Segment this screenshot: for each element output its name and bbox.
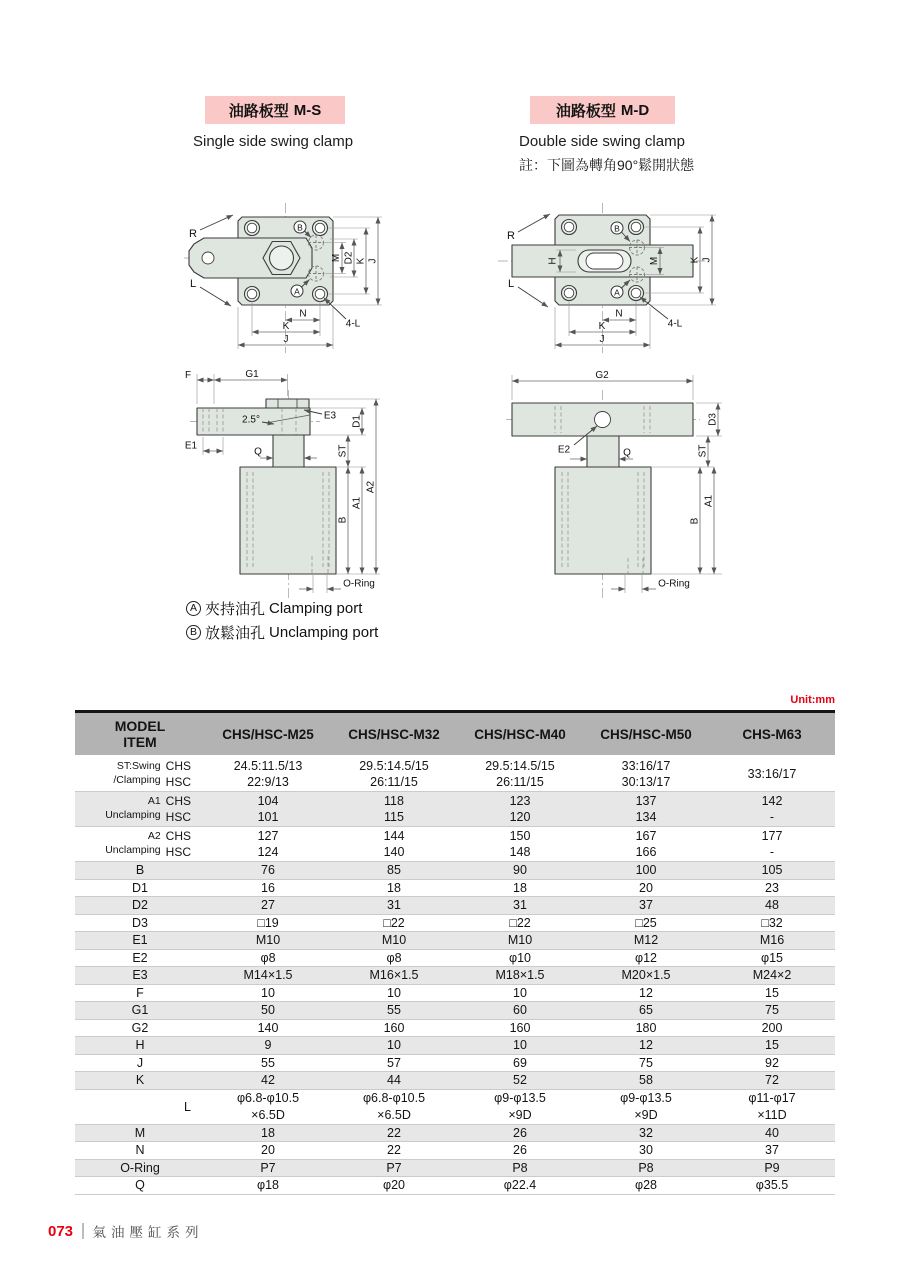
dim-label-e1: E1 xyxy=(184,440,198,452)
port-b-label: B xyxy=(297,222,303,233)
legend-unclamping-port xyxy=(186,620,378,644)
row-label-line2: Unclamping xyxy=(105,809,161,821)
table-cell: □22 xyxy=(509,915,531,930)
circle-b-icon: B xyxy=(186,625,201,640)
row-label: H xyxy=(135,1038,145,1053)
table-cell: φ28 xyxy=(634,1178,657,1193)
dim-label-q: Q xyxy=(254,446,262,458)
table-cell: P7 xyxy=(386,1160,402,1175)
table-cell: 10 xyxy=(513,985,527,1000)
cell-top-value: 104 xyxy=(257,793,279,808)
table-cell: 10 xyxy=(387,1038,401,1053)
table-row xyxy=(75,897,835,915)
dim-label-j-bottom: J xyxy=(283,334,289,345)
table-cell: 18 xyxy=(387,880,401,895)
table-cell: P8 xyxy=(638,1160,654,1175)
legend-clamping-en: Clamping port xyxy=(269,599,363,617)
row-sub-label-bottom: HSC xyxy=(165,810,191,824)
dimension-lines-bottom xyxy=(555,301,650,349)
table-row xyxy=(75,792,835,827)
row-label: D1 xyxy=(132,880,148,895)
table-cell: 31 xyxy=(513,898,527,913)
dim-e1 xyxy=(185,437,223,455)
dim-label-a1: A1 xyxy=(351,496,363,510)
table-cell: 15 xyxy=(765,985,779,1000)
table-row xyxy=(75,1072,835,1090)
dim-label-st: ST xyxy=(337,444,349,458)
table-cell: φ20 xyxy=(382,1178,405,1193)
table-cell xyxy=(331,827,457,861)
table-cell: 18 xyxy=(513,880,527,895)
cell-top-value: φ6.8-φ10.5 xyxy=(236,1091,300,1106)
cell-bottom-value: 166 xyxy=(635,845,657,859)
row-label: J xyxy=(136,1055,144,1070)
dim-label-r: R xyxy=(189,228,197,240)
table-cell: □32 xyxy=(761,915,783,930)
cell-bottom-value: 26:11/15 xyxy=(496,775,544,789)
table-cell: φ12 xyxy=(634,950,657,965)
table-cell: M10 xyxy=(507,933,533,948)
table-cell: 100 xyxy=(635,863,657,878)
arm-hole xyxy=(595,412,611,428)
table-row xyxy=(75,1160,835,1178)
cell-bottom-value: 140 xyxy=(383,845,405,859)
table-cell: P8 xyxy=(512,1160,528,1175)
table-cell: 22 xyxy=(387,1125,401,1140)
table-cell: 42 xyxy=(261,1073,275,1088)
row-label: E1 xyxy=(132,933,148,948)
cell-top-value: φ9-φ13.5 xyxy=(494,1091,546,1106)
dim-label-q: Q xyxy=(623,447,631,459)
table-cell: 160 xyxy=(383,1020,405,1035)
column-header: CHS/HSC-M25 xyxy=(222,726,314,742)
cell-bottom-value: 148 xyxy=(509,845,531,859)
cell-bottom-value: 134 xyxy=(635,810,657,824)
cell-top-value: 118 xyxy=(384,793,404,808)
table-cell: 75 xyxy=(765,1003,779,1018)
dim-label-m: M xyxy=(331,253,342,263)
row-label: D2 xyxy=(132,898,148,913)
row-label: D3 xyxy=(132,915,148,930)
row-label: G1 xyxy=(131,1003,149,1018)
table-cell xyxy=(331,1090,457,1124)
table-cell xyxy=(457,792,583,826)
dim-label-k-bottom: K xyxy=(598,321,606,332)
row-label: O-Ring xyxy=(120,1160,160,1175)
cell-bottom-value: 26:11/15 xyxy=(370,775,418,789)
table-cell: 75 xyxy=(639,1055,653,1070)
dim-label-m: M xyxy=(649,256,660,266)
dim-label-d3: D3 xyxy=(707,413,719,426)
cell-bottom-value: 101 xyxy=(257,810,279,824)
dim-label-h: H xyxy=(547,257,559,265)
table-cell: φ8 xyxy=(386,950,402,965)
table-cell: 20 xyxy=(261,1143,275,1158)
table-cell: 180 xyxy=(635,1020,657,1035)
hex-nut xyxy=(266,399,309,408)
row-label-line1: A1 xyxy=(147,795,161,808)
arm-slot xyxy=(578,250,631,272)
table-cell: 30 xyxy=(639,1143,653,1158)
section-note-md: 註：下圖為轉角90°鬆開狀態 xyxy=(519,157,695,173)
drawing-md-top-view xyxy=(490,195,740,365)
table-cell: 32 xyxy=(639,1125,653,1140)
row-sub-label-top: CHS xyxy=(165,828,191,843)
cell-top-value: 29.5:14.5/15 xyxy=(359,758,429,773)
dim-label-g2: G2 xyxy=(595,370,609,381)
footer-series-title: 氣油壓缸系列 xyxy=(92,1225,204,1240)
table-cell: 33:16/17 xyxy=(747,766,797,781)
table-row xyxy=(75,1055,835,1073)
table-row xyxy=(75,827,835,862)
dim-label-k-right: K xyxy=(355,257,367,265)
table-row xyxy=(75,757,835,792)
table-cell: 37 xyxy=(765,1143,779,1158)
unit-label: Unit:mm xyxy=(790,694,835,706)
cell-bottom-value: - xyxy=(769,845,775,859)
model-item-header xyxy=(75,718,205,750)
cell-bottom-value: 124 xyxy=(257,845,279,859)
cell-bottom-value: ×6.5D xyxy=(377,1107,411,1122)
column-header: CHS/HSC-M50 xyxy=(600,726,692,742)
dim-label-e2: E2 xyxy=(557,444,571,456)
section-caption-md: Double side swing clamp xyxy=(519,133,685,150)
page-number: 073 xyxy=(48,1222,74,1240)
piston-rod xyxy=(587,436,619,467)
table-cell: 200 xyxy=(761,1020,783,1035)
table-row xyxy=(75,1002,835,1020)
table-cell: 160 xyxy=(509,1020,531,1035)
dim-label-g1: G1 xyxy=(245,369,259,380)
legend-clamping-zh: 夾持油孔 xyxy=(205,600,266,618)
dim-label-n: N xyxy=(299,308,307,320)
drawing-md-side-view xyxy=(500,360,740,605)
dim-label-j-right: J xyxy=(701,257,713,263)
table-cell: M20×1.5 xyxy=(621,968,671,983)
section-title-ms-zh: 油路板型 xyxy=(228,102,289,120)
table-cell: 37 xyxy=(639,898,653,913)
table-cell xyxy=(205,827,331,861)
circle-a-icon: A xyxy=(186,601,201,616)
table-cell xyxy=(457,1090,583,1124)
dim-label-l: L xyxy=(189,278,197,290)
cell-bottom-value: - xyxy=(769,810,775,824)
table-row xyxy=(75,1177,835,1195)
table-cell: 10 xyxy=(261,985,275,1000)
table-cell: 60 xyxy=(513,1003,527,1018)
dim-label-4l: 4-L xyxy=(345,318,361,330)
table-cell: 72 xyxy=(765,1073,779,1088)
row-label: N xyxy=(135,1143,145,1158)
row-label: E2 xyxy=(132,950,148,965)
cell-top-value: φ11-φ17 xyxy=(748,1091,796,1106)
table-cell: 18 xyxy=(261,1125,275,1140)
table-row xyxy=(75,915,835,933)
cell-top-value: 123 xyxy=(509,793,531,808)
model-header-line1: MODEL xyxy=(114,717,166,734)
table-row xyxy=(75,1037,835,1055)
cell-top-value: 127 xyxy=(257,828,279,843)
dim-label-angle: 2.5° xyxy=(242,414,260,426)
row-label: B xyxy=(135,863,145,878)
drawing-ms-side-view xyxy=(170,360,400,605)
table-cell: 20 xyxy=(639,880,653,895)
dim-label-4l: 4-L xyxy=(667,318,683,330)
table-header-row xyxy=(75,713,835,757)
dim-label-j-right: J xyxy=(367,258,379,264)
table-cell: 65 xyxy=(639,1003,653,1018)
table-row xyxy=(75,1090,835,1125)
dim-label-e3: E3 xyxy=(323,410,337,422)
cell-top-value: 29.5:14.5/15 xyxy=(485,758,555,773)
table-row xyxy=(75,1142,835,1160)
table-cell: M16 xyxy=(759,933,785,948)
table-cell: 31 xyxy=(387,898,401,913)
row-label: E3 xyxy=(132,968,148,983)
dim-label-a2: A2 xyxy=(365,480,377,494)
table-cell xyxy=(583,792,709,826)
row-label: Q xyxy=(135,1178,145,1193)
cell-bottom-value: 22:9/13 xyxy=(247,775,289,789)
port-a-label: A xyxy=(294,286,300,297)
piston-rod xyxy=(273,435,304,467)
cell-bottom-value: ×6.5D xyxy=(251,1107,285,1122)
column-header: CHS/HSC-M40 xyxy=(474,726,566,742)
table-cell: 10 xyxy=(387,985,401,1000)
dim-oring xyxy=(611,575,690,593)
table-cell: 27 xyxy=(261,898,275,913)
section-title-md-zh: 油路板型 xyxy=(555,102,616,120)
cell-top-value: 33:16/17 xyxy=(621,758,671,773)
table-cell xyxy=(205,757,331,791)
dim-label-f: F xyxy=(184,370,192,381)
row-label: L xyxy=(184,1099,191,1114)
table-cell xyxy=(331,792,457,826)
dim-label-k-right: K xyxy=(689,256,701,264)
table-cell: M10 xyxy=(255,933,281,948)
dim-label-st: ST xyxy=(697,444,709,458)
cell-top-value: 150 xyxy=(509,828,531,843)
table-cell xyxy=(583,1090,709,1124)
table-cell xyxy=(709,792,835,826)
dim-label-j-bottom: J xyxy=(599,334,605,345)
section-caption-ms: Single side swing clamp xyxy=(193,133,354,150)
row-label-line2: Unclamping xyxy=(105,844,161,856)
table-cell xyxy=(709,1090,835,1124)
table-cell: 76 xyxy=(261,863,275,878)
table-row xyxy=(75,932,835,950)
table-cell xyxy=(709,827,835,861)
cell-top-value: 24.5:11.5/13 xyxy=(233,758,303,773)
cell-bottom-value: ×9D xyxy=(634,1107,658,1122)
dim-label-oring: O-Ring xyxy=(658,578,690,590)
dim-label-r: R xyxy=(507,230,515,242)
table-cell: 40 xyxy=(765,1125,779,1140)
dimension-lines-bottom xyxy=(238,301,333,349)
row-sub-label-top: CHS xyxy=(165,758,191,773)
table-cell: φ8 xyxy=(260,950,276,965)
table-cell: φ10 xyxy=(508,950,531,965)
table-cell: M14×1.5 xyxy=(243,968,293,983)
cell-top-value: 144 xyxy=(383,828,405,843)
table-cell: □19 xyxy=(257,915,279,930)
dim-oring xyxy=(299,575,375,593)
table-cell: 12 xyxy=(639,985,653,1000)
table-cell: 16 xyxy=(261,880,275,895)
section-title-md-code: M-D xyxy=(620,101,650,119)
column-header: CHS/HSC-M32 xyxy=(348,726,440,742)
row-label xyxy=(75,792,205,826)
row-sub-label-top: CHS xyxy=(165,793,191,808)
table-cell xyxy=(583,827,709,861)
row-label xyxy=(75,757,205,791)
table-cell: P7 xyxy=(260,1160,276,1175)
table-cell: M12 xyxy=(633,933,659,948)
spec-table xyxy=(75,710,835,1195)
table-cell: 48 xyxy=(765,898,779,913)
cell-top-value: φ9-φ13.5 xyxy=(620,1091,672,1106)
table-row xyxy=(75,950,835,968)
cylinder-body xyxy=(555,467,651,574)
legend-unclamping-zh: 放鬆油孔 xyxy=(205,624,266,642)
cell-top-value: φ6.8-φ10.5 xyxy=(362,1091,426,1106)
table-cell: 52 xyxy=(513,1073,527,1088)
table-cell: φ18 xyxy=(256,1178,279,1193)
row-label: M xyxy=(134,1125,146,1140)
table-cell: 50 xyxy=(261,1003,275,1018)
table-cell: 44 xyxy=(387,1073,401,1088)
cell-bottom-value: 30:13/17 xyxy=(621,775,671,789)
cell-bottom-value: ×11D xyxy=(757,1107,787,1122)
table-cell: φ35.5 xyxy=(755,1178,789,1193)
table-cell: 26 xyxy=(513,1125,527,1140)
section-title-md xyxy=(530,96,675,124)
dim-label-b: B xyxy=(689,517,701,525)
port-a-label: A xyxy=(614,287,620,298)
table-cell: 12 xyxy=(639,1038,653,1053)
table-cell: M10 xyxy=(381,933,407,948)
table-cell: 85 xyxy=(387,863,401,878)
table-cell: 92 xyxy=(765,1055,779,1070)
row-label: K xyxy=(135,1073,145,1088)
dim-label-d2: D2 xyxy=(343,251,355,265)
table-cell: 55 xyxy=(387,1003,401,1018)
dim-label-k-bottom: K xyxy=(282,321,290,332)
table-cell xyxy=(205,792,331,826)
dim-label-l: L xyxy=(507,278,515,290)
table-cell: M24×2 xyxy=(752,968,792,983)
table-cell: □22 xyxy=(383,915,405,930)
table-cell: φ15 xyxy=(760,950,783,965)
cell-bottom-value: ×9D xyxy=(508,1107,532,1122)
table-cell xyxy=(583,757,709,791)
table-cell: 140 xyxy=(257,1020,279,1035)
table-cell: 55 xyxy=(261,1055,275,1070)
table-cell xyxy=(457,827,583,861)
section-title-ms xyxy=(205,96,345,124)
row-label-line1: A2 xyxy=(147,830,161,843)
dim-label-oring: O-Ring xyxy=(343,578,375,590)
column-header: CHS-M63 xyxy=(742,726,802,742)
cylinder-body xyxy=(240,467,336,574)
table-cell: P9 xyxy=(764,1160,780,1175)
table-cell: M18×1.5 xyxy=(495,968,545,983)
row-label-line1: ST:Swing xyxy=(116,760,161,773)
legend-clamping-port xyxy=(186,596,378,620)
table-cell: 58 xyxy=(639,1073,653,1088)
table-cell: 15 xyxy=(765,1038,779,1053)
cell-bottom-value: 115 xyxy=(384,810,404,824)
table-body xyxy=(75,757,835,1195)
section-title-ms-code: M-S xyxy=(293,101,322,119)
model-header-line2: ITEM xyxy=(123,734,157,750)
port-b-label: B xyxy=(614,223,620,234)
dim-label-a1: A1 xyxy=(703,494,715,508)
table-cell: φ22.4 xyxy=(503,1178,537,1193)
table-row xyxy=(75,880,835,898)
table-cell: □25 xyxy=(635,915,657,930)
row-label: F xyxy=(136,985,144,1000)
table-cell xyxy=(457,757,583,791)
table-row xyxy=(75,1020,835,1038)
table-row xyxy=(75,862,835,880)
table-cell: 9 xyxy=(264,1038,272,1053)
table-cell: 69 xyxy=(513,1055,527,1070)
table-cell xyxy=(331,757,457,791)
port-legend xyxy=(186,596,378,644)
table-cell: 22 xyxy=(387,1143,401,1158)
dim-label-b: B xyxy=(337,516,349,524)
dim-label-d1: D1 xyxy=(351,415,363,428)
legend-unclamping-en: Unclamping port xyxy=(269,623,379,641)
row-label xyxy=(75,827,205,861)
table-row xyxy=(75,985,835,1003)
table-row xyxy=(75,967,835,985)
cell-top-value: 137 xyxy=(635,793,657,808)
table-cell: 105 xyxy=(761,863,783,878)
table-cell xyxy=(205,1090,331,1124)
table-cell: 26 xyxy=(513,1143,527,1158)
table-cell: 10 xyxy=(513,1038,527,1053)
table-row xyxy=(75,1125,835,1143)
table-cell: M16×1.5 xyxy=(369,968,419,983)
row-sub-label-bottom: HSC xyxy=(165,845,191,859)
cell-top-value: 142 xyxy=(761,793,783,808)
page-footer xyxy=(48,1221,204,1241)
table-cell: 23 xyxy=(765,880,779,895)
cell-top-value: 167 xyxy=(635,828,657,843)
footer-divider xyxy=(82,1223,84,1239)
drawing-ms-top-view xyxy=(170,195,410,365)
row-label-line2: /Clamping xyxy=(113,774,161,786)
cell-bottom-value: 120 xyxy=(509,810,531,824)
dim-label-n: N xyxy=(615,308,623,320)
table-cell: 57 xyxy=(387,1055,401,1070)
row-label: G2 xyxy=(131,1020,149,1035)
cell-top-value: 177 xyxy=(761,828,783,843)
table-cell: 90 xyxy=(513,863,527,878)
row-sub-label-bottom: HSC xyxy=(165,775,191,789)
